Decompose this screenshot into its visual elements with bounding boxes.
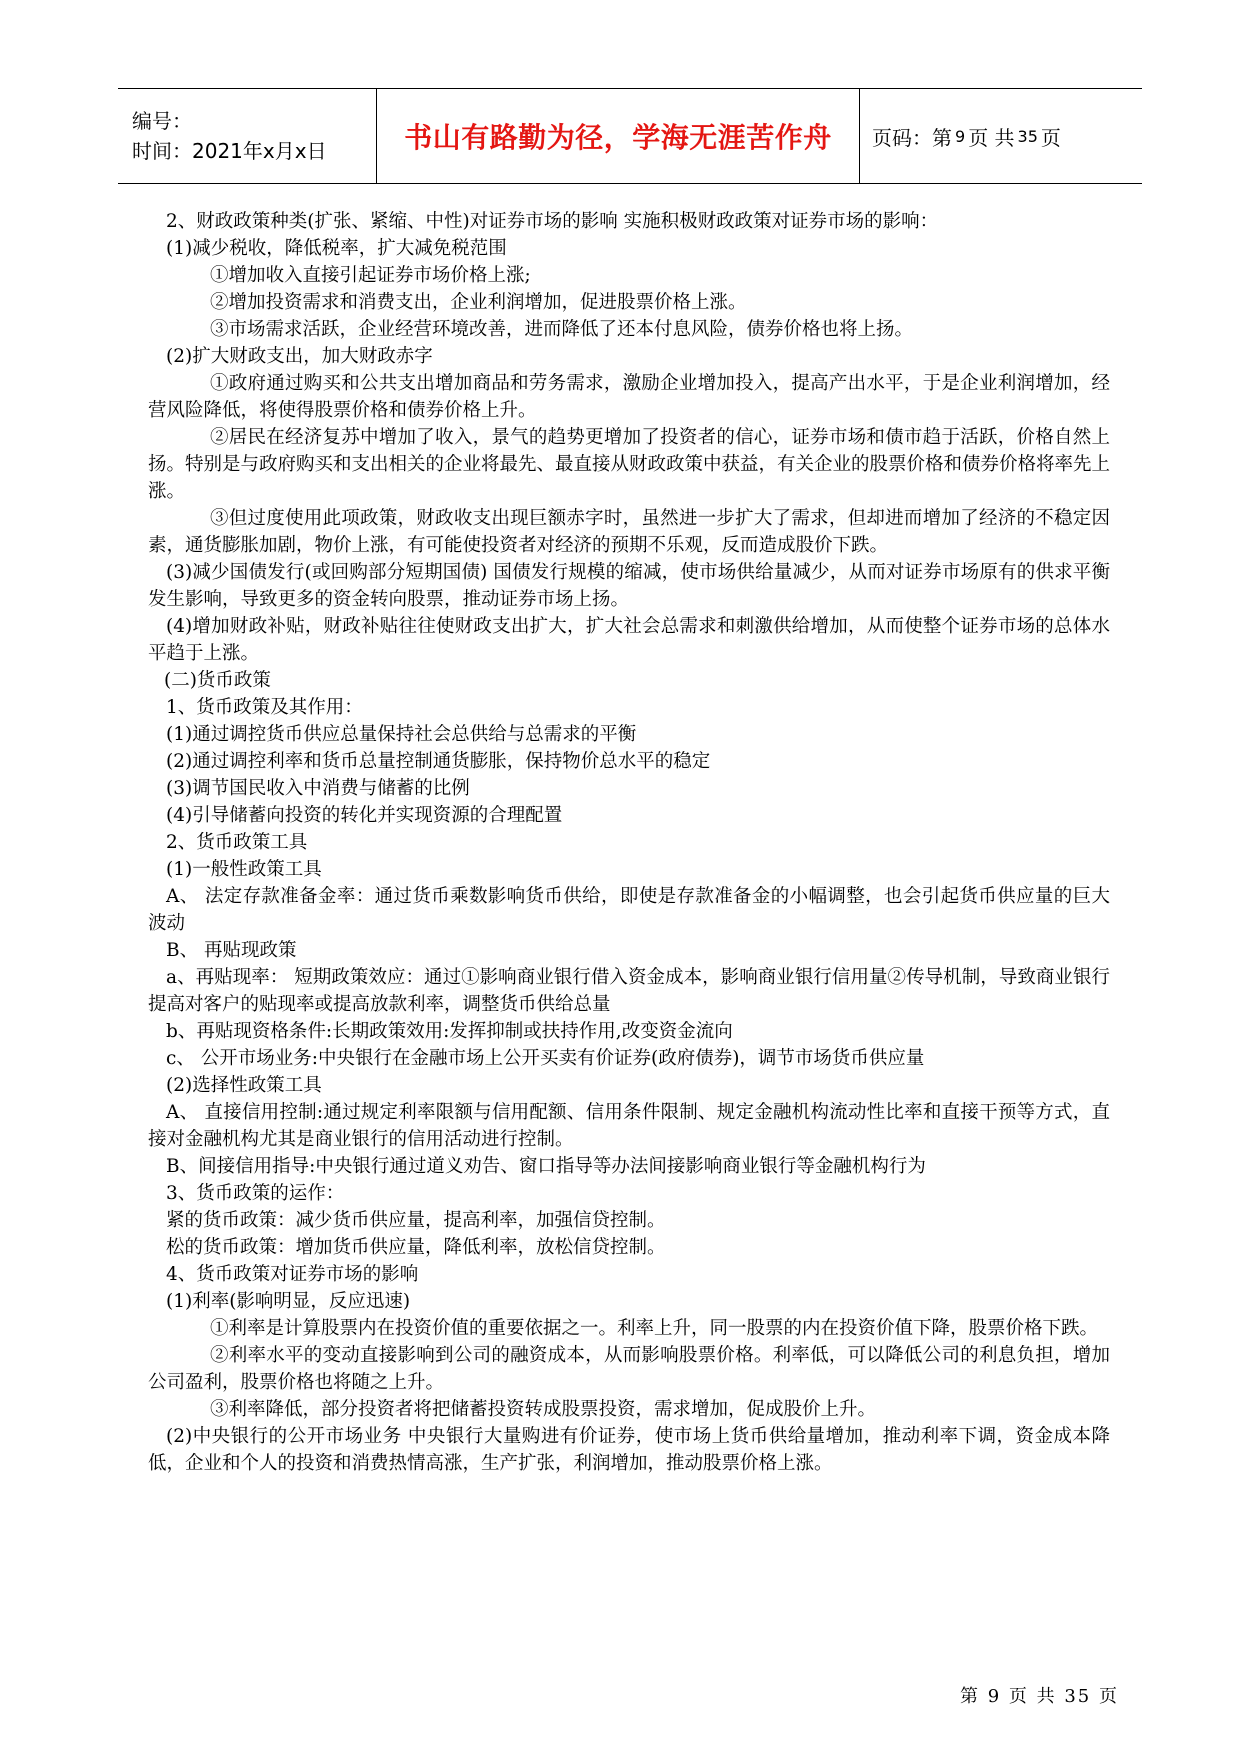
paragraph: ③但过度使用此项政策，财政收支出现巨额赤字时，虽然进一步扩大了需求，但却进而增加了经济的不稳定因素，通货膨胀加剧，物价上涨，有可能使投资者对经济的预期不乐观，反而造成股价下跌。 — [148, 508, 1110, 556]
paragraph: ①政府通过购买和公共支出增加商品和劳务需求，激励企业增加投入，提高产出水平，于是企业利润增加，经营风险降低，将使得股票价格和债券价格上升。 — [148, 373, 1110, 421]
paragraph: ③市场需求活跃，企业经营环境改善，进而降低了还本付息风险，债券价格也将上扬。 — [210, 319, 914, 340]
paragraph: 4、货币政策对证券市场的影响 — [166, 1264, 419, 1285]
paragraph: 紧的货币政策：减少货币供应量，提高利率，加强信贷控制。 — [166, 1210, 666, 1231]
page-prefix: 页码：第 — [872, 125, 952, 150]
header-info — [118, 89, 376, 183]
paragraph: a、再贴现率： 短期政策效应：通过①影响商业银行借入资金成本，影响商业银行信用量②传导机制，导致商业银行提高对客户的贴现率或提高放款利率，调整货币供给总量 — [148, 967, 1110, 1015]
page-mid: 页 共 — [968, 125, 1015, 150]
paragraph: A、 直接信用控制:通过规定利率限额与信用配额、信用条件限制、规定金融机构流动性比率和直接干预等方式，直接对金融机构尤其是商业银行的信用活动进行控制。 — [148, 1102, 1110, 1150]
paragraph: (1)利率(影响明显，反应迅速) — [166, 1291, 411, 1312]
header-page-number — [860, 89, 1142, 183]
paragraph: c、 公开市场业务:中央银行在金融市场上公开买卖有价证券(政府债券)，调节市场货币供应量 — [166, 1048, 925, 1069]
paragraph: b、再贴现资格条件:长期政策效用:发挥抑制或扶持作用,改变资金流向 — [166, 1021, 733, 1042]
paragraph: 松的货币政策：增加货币供应量，降低利率，放松信贷控制。 — [166, 1237, 666, 1258]
paragraph: 2、财政政策种类(扩张、紧缩、中性)对证券市场的影响 实施积极财政政策对证券市场的影响： — [166, 211, 939, 232]
paragraph: B、间接信用指导:中央银行通过道义劝告、窗口指导等办法间接影响商业银行等金融机构行为 — [166, 1156, 926, 1177]
paragraph: (3)减少国债发行(或回购部分短期国债) 国债发行规模的缩减，使市场供给量减少，从而对证券市场原有的供求平衡发生影响，导致更多的资金转向股票，推动证券市场上扬。 — [148, 562, 1110, 610]
page-suffix: 页 — [1040, 125, 1061, 150]
paragraph: (2)扩大财政支出，加大财政赤字 — [166, 346, 433, 367]
page-footer: 第 9 页 共 35 页 — [960, 1686, 1119, 1707]
number-label: 编号： — [132, 109, 192, 133]
paragraph: (4)增加财政补贴，财政补贴往往使财政支出扩大，扩大社会总需求和刺激供给增加，从而使整个证券市场的总体水平趋于上涨。 — [148, 616, 1110, 664]
paragraph: ②居民在经济复苏中增加了收入，景气的趋势更增加了投资者的信心，证券市场和债市趋于活跃，价格自然上扬。特别是与政府购买和支出相关的企业将最先、最直接从财政政策中获益，有关企业的股票价格和债券价格将率先上涨。 — [148, 427, 1111, 502]
paragraph: (2)通过调控利率和货币总量控制通货膨胀，保持物价总水平的稳定 — [166, 751, 711, 772]
header-motto: 书山有路勤为径，学海无涯苦作舟 — [376, 89, 860, 183]
paragraph: ③利率降低，部分投资者将把储蓄投资转成股票投资，需求增加，促成股价上升。 — [210, 1399, 877, 1420]
paragraph: ②利率水平的变动直接影响到公司的融资成本，从而影响股票价格。利率低，可以降低公司的利息负担，增加公司盈利，股票价格也将随之上升。 — [148, 1345, 1110, 1393]
paragraph: ①利率是计算股票内在投资价值的重要依据之一。利率上升，同一股票的内在投资价值下降，股票价格下跌。 — [210, 1318, 1099, 1339]
paragraph: B、 再贴现政策 — [166, 940, 297, 961]
paragraph: (2)选择性政策工具 — [166, 1075, 322, 1096]
paragraph: (3)调节国民收入中消费与储蓄的比例 — [166, 778, 470, 799]
paragraph: (2)中央银行的公开市场业务 中央银行大量购进有价证券，使市场上货币供给量增加，推动利率下调，资金成本降低，企业和个人的投资和消费热情高涨，生产扩张，利润增加，推动股票价格上涨。 — [148, 1426, 1110, 1474]
paragraph: ①增加收入直接引起证券市场价格上涨; — [210, 265, 531, 286]
paragraph: ②增加投资需求和消费支出，企业利润增加，促进股票价格上涨。 — [210, 292, 747, 313]
paragraph: 1、货币政策及其作用： — [166, 697, 363, 718]
paragraph: (1)减少税收，降低税率，扩大减免税范围 — [166, 238, 507, 259]
paragraph: 3、货币政策的运作： — [166, 1183, 345, 1204]
paragraph: (1)一般性政策工具 — [166, 859, 322, 880]
paragraph: 2、货币政策工具 — [166, 832, 308, 853]
page-header — [118, 88, 1142, 184]
document-body — [148, 208, 1110, 1477]
paragraph: (1)通过调控货币供应总量保持社会总供给与总需求的平衡 — [166, 724, 637, 745]
page-current: 9 — [955, 126, 966, 146]
time-label: 时间：2021年x月x日 — [132, 139, 327, 163]
paragraph: A、 法定存款准备金率：通过货币乘数影响货币供给，即使是存款准备金的小幅调整，也会引起货币供应量的巨大波动 — [148, 886, 1110, 934]
page-total: 35 — [1017, 126, 1038, 146]
paragraph: (4)引导储蓄向投资的转化并实现资源的合理配置 — [166, 805, 563, 826]
section-heading: (二)货币政策 — [164, 670, 271, 691]
